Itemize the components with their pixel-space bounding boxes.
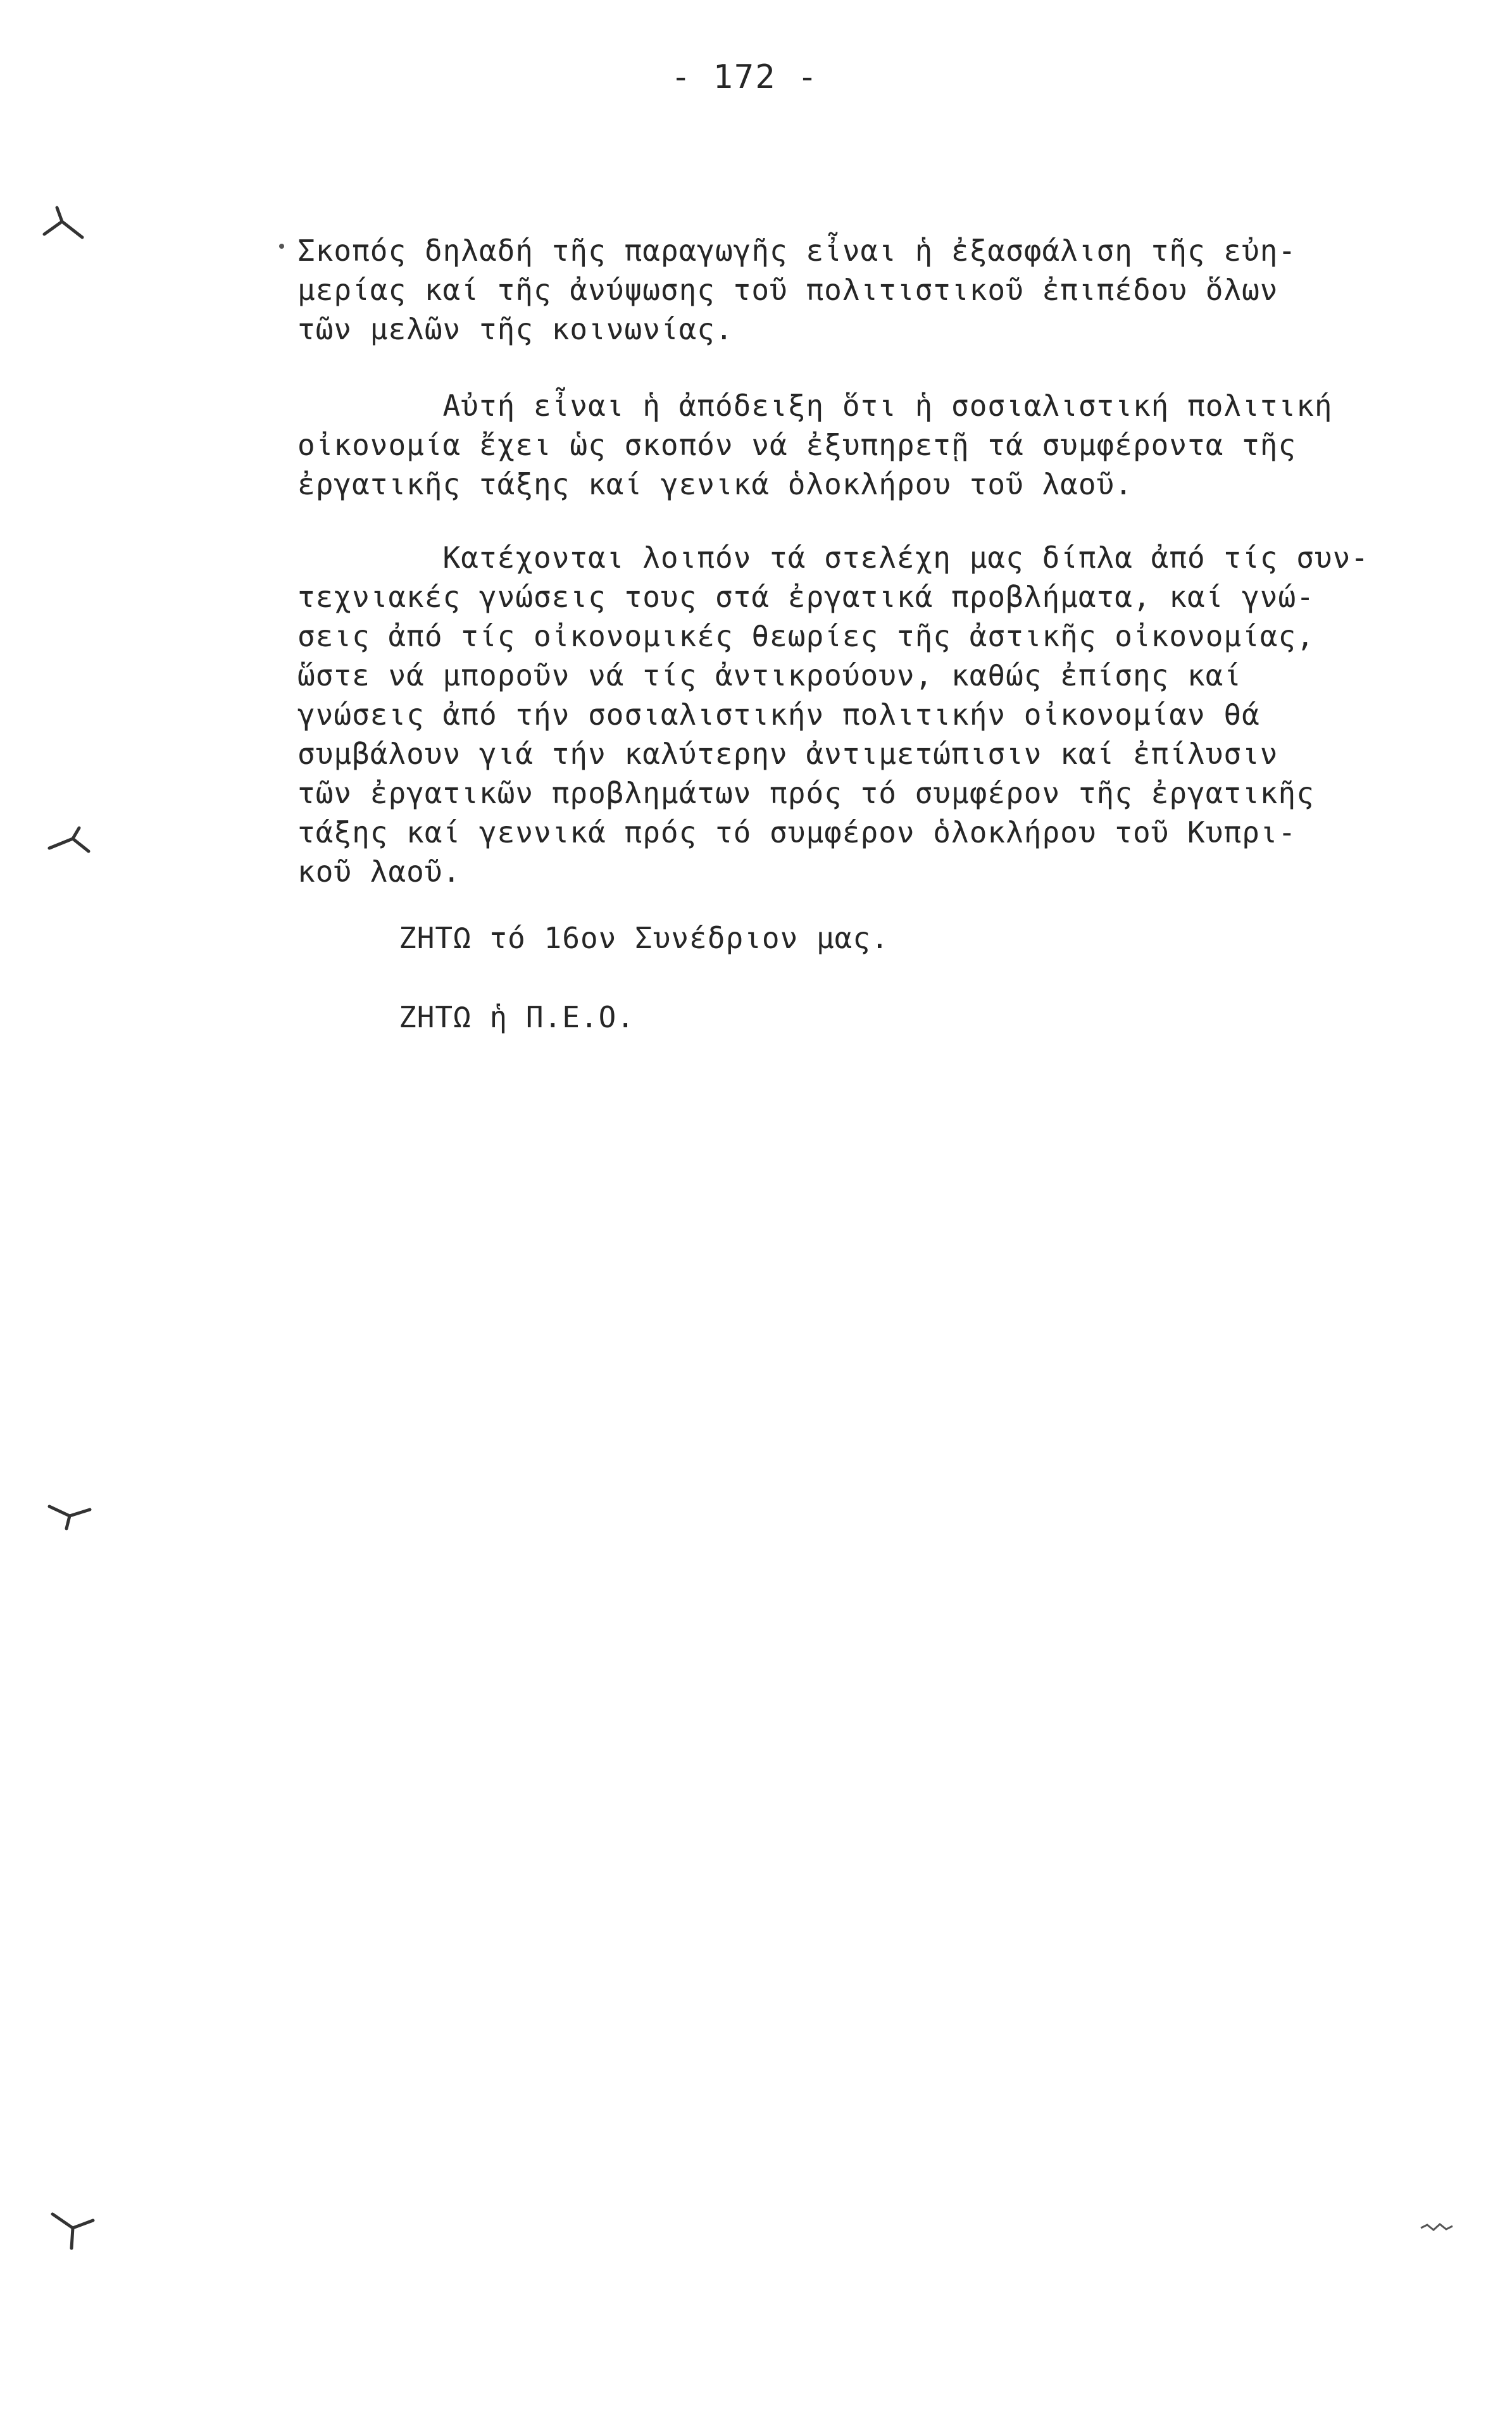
text-line: Αὐτή εἶναι ἡ ἀπόδειξη ὅτι ἡ σοσιαλιστική πολιτική: [297, 389, 1333, 423]
text-line: μερίας καί τῆς ἀνύψωσης τοῦ πολιτιστικοῦ ἐπιπέδου ὅλων: [297, 273, 1278, 307]
text-line: τῶν ἐργατικῶν προβλημάτων πρός τό συμφέρον τῆς ἐργατικῆς: [297, 776, 1315, 810]
scan-dot-icon: [277, 242, 286, 251]
margin-mark-icon: [44, 823, 95, 861]
closing-slogan-peo: ΖΗΤΩ ἡ Π.Ε.Ο.: [399, 1000, 635, 1034]
paragraph-proof: [297, 386, 1373, 504]
text-line: τεχνιακές γνώσεις τους στά ἐργατικά προβλήματα, καί γνώ-: [297, 580, 1315, 614]
text-line: τῶν μελῶν τῆς κοινωνίας.: [297, 312, 734, 346]
margin-mark-icon: [44, 1494, 95, 1532]
text-line: οἰκονομία ἔχει ὡς σκοπόν νά ἐξυπηρετῇ τά συμφέροντα τῆς: [297, 428, 1297, 462]
margin-mark-icon: [38, 203, 89, 247]
text-line: τάξης καί γεννικά πρός τό συμφέρον ὁλοκλήρου τοῦ Κυπρι-: [297, 815, 1297, 849]
text-line: Σκοπός δηλαδή τῆς παραγωγῆς εἶναι ἡ ἐξασφάλιση τῆς εὐη-: [297, 234, 1297, 268]
page-number: - 172 -: [671, 58, 819, 96]
margin-mark-icon: [47, 2203, 98, 2253]
text-line: συμβάλουν γιά τήν καλύτερην ἀντιμετώπισιν καί ἐπίλυσιν: [297, 737, 1278, 771]
text-line: ὥστε νά μποροῦν νά τίς ἀντικρούουν, καθώς ἐπίσης καί: [297, 658, 1242, 692]
closing-slogan-congress: ΖΗΤΩ τό 16ον Συνέδριον μας.: [399, 921, 889, 955]
text-line: σεις ἀπό τίς οἰκονομικές θεωρίες τῆς ἀστικῆς οἰκονομίας,: [297, 619, 1315, 653]
paragraph-purpose: [297, 231, 1373, 349]
scan-smudge-icon: [1418, 2218, 1456, 2237]
paragraph-cadres: [297, 538, 1373, 891]
text-line: γνώσεις ἀπό τήν σοσιαλιστικήν πολιτικήν οἰκονομίαν θά: [297, 698, 1260, 732]
text-line: κοῦ λαοῦ.: [297, 854, 461, 889]
text-line: Κατέχονται λοιπόν τά στελέχη μας δίπλα ἀπό τίς συν-: [297, 541, 1369, 575]
text-line: ἐργατικῆς τάξης καί γενικά ὁλοκλήρου τοῦ λαοῦ.: [297, 467, 1133, 501]
